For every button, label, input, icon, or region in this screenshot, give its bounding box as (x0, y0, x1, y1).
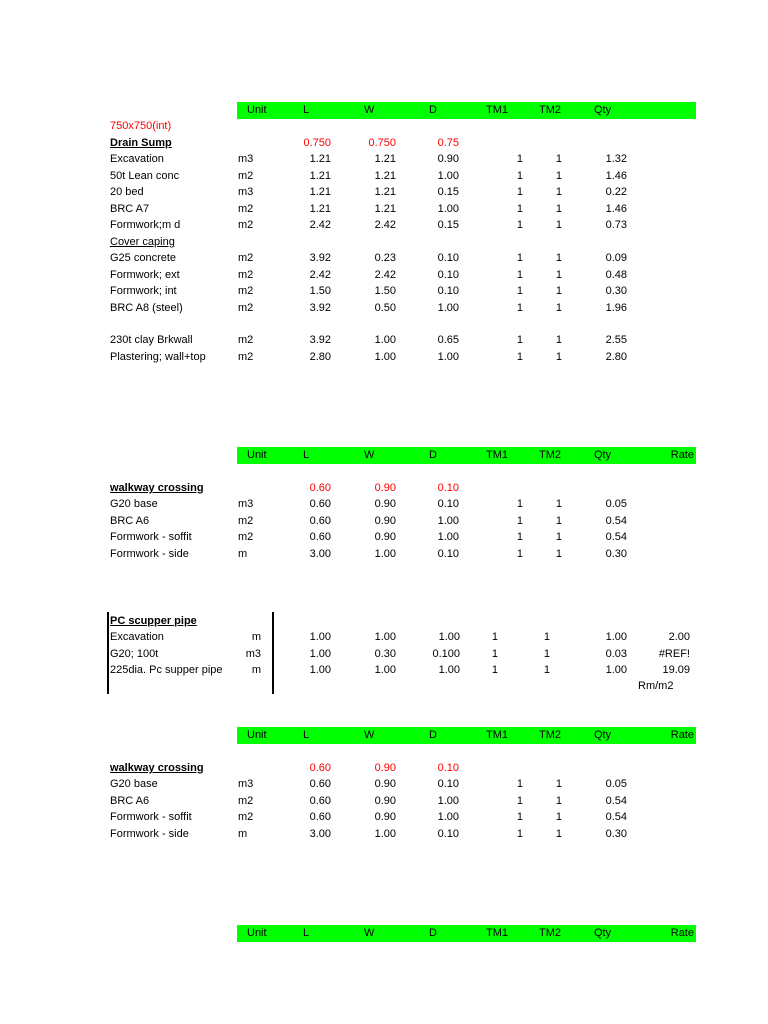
cell-unit: m2 (238, 794, 254, 807)
cell-tm2: 1 (555, 827, 562, 840)
cell-qty: 1.00 (605, 664, 627, 676)
cell-tm1: 1 (516, 268, 523, 281)
col-tm2: TM2 (539, 449, 561, 461)
cell-tm2: 1 (555, 794, 562, 807)
cell-desc: BRC A6 (110, 514, 150, 527)
cell-tm1: 1 (516, 202, 523, 215)
cell-desc: BRC A6 (110, 794, 150, 807)
cell-tm2: 1 (555, 219, 562, 231)
cell-unit: m2 (238, 301, 254, 314)
cell-desc: G20 base (110, 778, 158, 790)
cell-unit: m (251, 664, 261, 676)
col-rate: Rate (670, 927, 694, 939)
cell-desc: BRC A7 (110, 202, 150, 215)
cell-tm2: 1 (555, 153, 562, 165)
cell-tm1: 1 (516, 547, 523, 560)
section-title: walkway crossing (110, 482, 204, 494)
col-unit: Unit (247, 104, 267, 116)
cell-w: 1.00 (374, 547, 396, 560)
cell-l: 1.50 (309, 285, 331, 297)
cell-w: 0.90 (374, 531, 396, 543)
cell-qty: 0.05 (605, 778, 627, 790)
cell-unit: m2 (238, 334, 254, 346)
cell-d: 1.00 (437, 794, 459, 807)
cell-l: 1.00 (309, 647, 331, 660)
cell-l: 3.00 (309, 547, 331, 560)
cell-tm1: 1 (516, 514, 523, 527)
cell-qty: 1.46 (605, 202, 627, 215)
cell-desc: Formwork - side (110, 827, 189, 840)
cell-desc: 20 bed (110, 186, 144, 198)
cell-qty: 2.55 (605, 334, 627, 346)
cell-d: 0.100 (432, 647, 460, 660)
cell-tm2: 1 (555, 350, 562, 363)
cell-tm1: 1 (516, 169, 523, 182)
dim-l: 0.60 (309, 762, 331, 774)
cell-desc: Excavation (110, 631, 164, 643)
cell-desc: Plastering; wall+top (110, 350, 206, 363)
cell-qty: 1.96 (605, 301, 627, 314)
cell-l: 0.60 (309, 531, 331, 543)
cell-tm1: 1 (491, 647, 498, 660)
cell-qty: 0.30 (605, 285, 627, 297)
cell-tm2: 1 (555, 301, 562, 314)
col-tm1: TM1 (486, 449, 508, 461)
cell-desc: Formwork; int (110, 285, 177, 297)
cell-unit: m2 (238, 169, 254, 182)
cell-tm2: 1 (555, 186, 562, 198)
cell-tm2: 1 (555, 334, 562, 346)
cell-w: 1.00 (374, 664, 396, 676)
col-w: W (364, 729, 375, 741)
cell-tm1: 1 (491, 631, 498, 643)
col-tm2: TM2 (539, 729, 561, 741)
section-title: Drain Sump (110, 137, 172, 149)
cell-w: 0.90 (374, 778, 396, 790)
cell-l: 0.60 (309, 498, 331, 510)
col-tm1: TM1 (486, 104, 508, 116)
cell-unit: m2 (238, 202, 254, 215)
cell-l: 1.21 (309, 186, 331, 198)
cell-qty: 0.54 (605, 531, 627, 543)
cell-unit: m (238, 547, 248, 560)
cell-tm2: 1 (555, 202, 562, 215)
cell-w: 1.00 (374, 631, 396, 643)
cell-w: 1.21 (374, 169, 396, 182)
cell-tm1: 1 (516, 350, 523, 363)
cell-rate: 2.00 (668, 631, 690, 643)
cell-tm2: 1 (555, 811, 562, 823)
cell-d: 1.00 (437, 350, 459, 363)
col-qty: Qty (594, 449, 612, 461)
col-rate: Rate (670, 729, 694, 741)
cell-desc: Formwork;m d (110, 219, 181, 231)
cell-qty: 1.32 (605, 153, 627, 165)
section-subtitle: Cover caping (110, 236, 175, 248)
cell-w: 1.21 (374, 186, 396, 198)
cell-w: 0.30 (374, 647, 396, 660)
cell-qty: 0.54 (605, 794, 627, 807)
cell-w: 2.42 (374, 219, 396, 231)
cell-w: 1.00 (374, 350, 396, 363)
cell-d: 0.15 (437, 186, 459, 198)
cell-unit: m3 (238, 498, 254, 510)
cell-d: 0.65 (437, 334, 459, 346)
section-tag: 750x750(int) (110, 120, 172, 132)
col-l: L (303, 104, 310, 116)
col-unit: Unit (247, 449, 267, 461)
cell-tm2: 1 (555, 531, 562, 543)
cell-tm1: 1 (516, 334, 523, 346)
cell-qty: 0.48 (605, 268, 627, 281)
cell-w: 0.50 (374, 301, 396, 314)
cell-d: 1.00 (437, 301, 459, 314)
cell-tm2: 1 (555, 169, 562, 182)
cell-w: 0.90 (374, 811, 396, 823)
cell-unit: m2 (238, 514, 254, 527)
cell-tm1: 1 (491, 664, 498, 676)
cell-w: 0.23 (374, 252, 396, 264)
col-d: D (429, 104, 437, 116)
col-l: L (303, 449, 310, 461)
cell-l: 0.60 (309, 794, 331, 807)
cell-unit: m (238, 827, 248, 840)
cell-l: 2.42 (309, 219, 331, 231)
cell-tm1: 1 (516, 186, 523, 198)
col-tm1: TM1 (486, 927, 508, 939)
cell-tm1: 1 (516, 498, 523, 510)
cell-tm2: 1 (555, 547, 562, 560)
cell-qty: 0.22 (605, 186, 627, 198)
cell-d: 0.10 (437, 827, 459, 840)
header-bar-2 (237, 447, 696, 464)
section-title: walkway crossing (110, 762, 204, 774)
cell-rate: 19.09 (662, 664, 690, 676)
cell-desc: 230t clay Brkwall (110, 334, 193, 346)
cell-tm2: 1 (555, 778, 562, 790)
cell-tm1: 1 (516, 811, 523, 823)
col-w: W (364, 449, 375, 461)
dim-w: 0.750 (368, 137, 396, 149)
cell-w: 1.50 (374, 285, 396, 297)
cell-tm1: 1 (516, 153, 523, 165)
cell-desc: BRC A8 (steel) (110, 301, 183, 314)
cell-tm2: 1 (555, 252, 562, 264)
cell-unit: m2 (238, 219, 254, 231)
col-tm2: TM2 (539, 927, 561, 939)
cell-d: 1.00 (438, 631, 460, 643)
cell-d: 0.10 (437, 285, 459, 297)
dim-w: 0.90 (374, 762, 396, 774)
cell-tm1: 1 (516, 794, 523, 807)
col-unit: Unit (247, 927, 267, 939)
cell-l: 3.00 (309, 827, 331, 840)
cell-tm1: 1 (516, 827, 523, 840)
cell-unit: m2 (238, 252, 254, 264)
cell-unit: m3 (238, 186, 254, 198)
left-border (107, 612, 109, 694)
cell-w: 0.90 (374, 498, 396, 510)
cell-unit: m2 (238, 811, 254, 823)
dim-d: 0.75 (437, 137, 459, 149)
dim-l: 0.60 (309, 482, 331, 494)
cell-qty: 0.54 (605, 514, 627, 527)
cell-l: 1.21 (309, 202, 331, 215)
col-rate: Rate (670, 449, 694, 461)
cell-d: 1.00 (438, 664, 460, 676)
right-border (272, 612, 274, 694)
cell-w: 0.90 (374, 794, 396, 807)
cell-d: 0.15 (437, 219, 459, 231)
cell-tm2: 1 (543, 631, 550, 643)
cell-qty: 0.73 (605, 219, 627, 231)
cell-desc: Excavation (110, 153, 164, 165)
cell-d: 0.10 (437, 268, 459, 281)
dim-d: 0.10 (437, 762, 459, 774)
cell-unit: m2 (238, 350, 254, 363)
cell-l: 3.92 (309, 301, 331, 314)
cell-tm2: 1 (543, 664, 550, 676)
cell-tm2: 1 (555, 514, 562, 527)
section-title: PC scupper pipe (110, 615, 197, 627)
cell-d: 0.90 (437, 153, 459, 165)
col-d: D (429, 927, 437, 939)
cell-qty: 0.54 (605, 811, 627, 823)
cell-l: 0.60 (309, 514, 331, 527)
cell-tm1: 1 (516, 531, 523, 543)
cell-desc: Formwork; ext (110, 268, 180, 281)
cell-d: 1.00 (437, 514, 459, 527)
cell-l: 1.00 (309, 631, 331, 643)
cell-w: 1.00 (374, 827, 396, 840)
cell-l: 0.60 (309, 811, 331, 823)
dim-l: 0.750 (303, 137, 331, 149)
col-qty: Qty (594, 729, 612, 741)
header-bar-3 (237, 727, 696, 744)
cell-tm2: 1 (555, 285, 562, 297)
cell-qty: 0.03 (605, 647, 627, 660)
cell-desc: Formwork - soffit (110, 531, 192, 543)
col-tm1: TM1 (486, 729, 508, 741)
cell-tm2: 1 (543, 647, 550, 660)
cell-d: 1.00 (437, 169, 459, 182)
cell-l: 1.21 (309, 169, 331, 182)
cell-tm1: 1 (516, 301, 523, 314)
cell-desc: G20; 100t (110, 647, 159, 660)
col-qty: Qty (594, 927, 612, 939)
cell-desc: 225dia. Pc supper pipe (110, 664, 223, 676)
cell-l: 1.21 (309, 153, 331, 165)
cell-desc: 50t Lean conc (110, 169, 180, 182)
rate-unit: Rm/m2 (638, 680, 674, 692)
cell-l: 2.80 (309, 350, 331, 363)
cell-qty: 2.80 (605, 350, 627, 363)
cell-w: 1.00 (374, 334, 396, 346)
cell-l: 1.00 (309, 664, 331, 676)
col-l: L (303, 927, 310, 939)
cell-tm1: 1 (516, 778, 523, 790)
cell-d: 0.10 (437, 498, 459, 510)
cell-l: 0.60 (309, 778, 331, 790)
cell-l: 3.92 (309, 252, 331, 264)
header-bar-1 (237, 102, 696, 119)
cell-w: 1.21 (374, 202, 396, 215)
dim-w: 0.90 (374, 482, 396, 494)
cell-d: 1.00 (437, 531, 459, 543)
cell-w: 0.90 (374, 514, 396, 527)
cell-d: 0.10 (437, 547, 459, 560)
cell-desc: Formwork - side (110, 547, 189, 560)
cell-unit: m3 (245, 647, 261, 660)
cell-qty: 1.46 (605, 169, 627, 182)
cell-unit: m3 (238, 153, 254, 165)
cell-desc: G20 base (110, 498, 158, 510)
cell-unit: m2 (238, 531, 254, 543)
cell-d: 0.10 (437, 778, 459, 790)
col-d: D (429, 449, 437, 461)
cell-unit: m3 (238, 778, 254, 790)
col-d: D (429, 729, 437, 741)
cell-unit: m2 (238, 268, 254, 281)
cell-tm2: 1 (555, 268, 562, 281)
cell-unit: m2 (238, 285, 254, 297)
col-l: L (303, 729, 310, 741)
cell-qty: 1.00 (605, 631, 627, 643)
header-bar-4 (237, 925, 696, 942)
cell-qty: 0.30 (605, 547, 627, 560)
col-tm2: TM2 (539, 104, 561, 116)
cell-d: 1.00 (437, 811, 459, 823)
cell-tm1: 1 (516, 285, 523, 297)
cell-d: 1.00 (437, 202, 459, 215)
cell-qty: 0.30 (605, 827, 627, 840)
cell-tm1: 1 (516, 252, 523, 264)
col-unit: Unit (247, 729, 267, 741)
cell-rate: #REF! (658, 647, 690, 660)
cell-w: 1.21 (374, 153, 396, 165)
cell-l: 2.42 (309, 268, 331, 281)
cell-tm1: 1 (516, 219, 523, 231)
cell-qty: 0.05 (605, 498, 627, 510)
dim-d: 0.10 (437, 482, 459, 494)
col-w: W (364, 104, 375, 116)
cell-tm2: 1 (555, 498, 562, 510)
cell-w: 2.42 (374, 268, 396, 281)
col-w: W (364, 927, 375, 939)
col-qty: Qty (594, 104, 612, 116)
cell-unit: m (251, 631, 261, 643)
cell-desc: Formwork - soffit (110, 811, 192, 823)
cell-l: 3.92 (309, 334, 331, 346)
cell-desc: G25 concrete (110, 252, 177, 264)
cell-d: 0.10 (437, 252, 459, 264)
cell-qty: 0.09 (605, 252, 627, 264)
